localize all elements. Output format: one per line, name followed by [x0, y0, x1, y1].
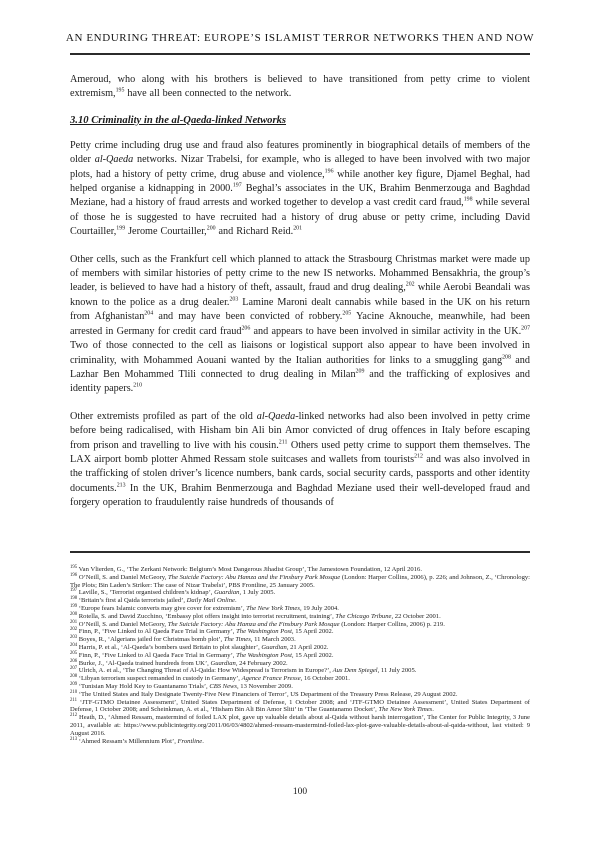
- header-rule: [70, 53, 530, 55]
- footnote-number: 204: [70, 642, 78, 648]
- footnote-item: $^{207}$ Ulrich, A. et al., ‘The Changing Threat of Al-Qaida: How Widespread is Terrorism in Europe?’, Aus Dem Spiegel, 11 July 2005.: [70, 666, 417, 675]
- footnote-number: 198: [70, 596, 78, 601]
- footnote-marker: 208: [502, 354, 511, 361]
- footnote-item: $^{195}$ Van Vlierden, G., ‘The Zerkani Network: Belgium’s Most Dangerous Jihadist Group’, The Jamestown Foundation, 12 April 2016.: [70, 564, 422, 573]
- body-content: [70, 73, 530, 524]
- footnote-number: 195: [70, 564, 78, 570]
- footnote-item: $^{206}$ Burke, J., ‘Al-Qaeda trained hundreds from UK’, Guardian, 24 February 2002.: [70, 658, 288, 667]
- footnote-marker: 203: [229, 296, 239, 303]
- footnote-number: 212: [70, 712, 78, 718]
- footnote-marker: 196: [324, 168, 334, 175]
- footnote-item: $^{209}$ ‘Tunisian May Hold Key to Guantanamo Trials’, CBS News, 13 November 2009.: [70, 681, 293, 690]
- footnote-marker: 202: [405, 282, 415, 289]
- footnote-marker: 207: [521, 325, 531, 332]
- footnote-marker: 212: [414, 453, 423, 460]
- footnote-item: $^{204}$ Harris, P. et al., ‘Al-Qaeda’s bombers used Britain to plot slaughter’, Guardian, 21 April 2002.: [70, 642, 329, 651]
- footnote-marker: 199: [116, 225, 126, 232]
- body-paragraph-2: Petty crime including drug use and fraud also features prominently in biographical details of members of the older al-Qaeda networks. Nizar Trabelsi, for example, who is alleged to have been involved with two major plots, had a history of petty crime, drug abuse and violence,$^{196}$ while another key figure, Djamel Beghal, had helped organise a kidnapping in 2000.$^{197}$ Beghal’s associates in the UK, Brahim Benmerzouga and Baghdad Meziane, had a history of fraud arrests and worked together to develop a vast credit card fraud,$^{198}$ while several of those he is suggested to have recruited had a history of drug abuse or petty crime, including David Courtailler,$^{199}$ Jerome Courtailler,$^{200}$ and Richard Reid.$^{201}$: [70, 139, 530, 238]
- footnote-marker: 211: [278, 439, 288, 446]
- footnote-number: 201: [70, 619, 78, 625]
- footnote-marker: 200: [206, 225, 216, 232]
- footnote-item: $^{213}$ ‘Ahmed Ressam’s Millennium Plot’, Frontline.: [70, 736, 204, 745]
- footnote-item: $^{197}$ Laville, S., ‘Terrorist organised children’s kidnap’, Guardian, 1 July 2005.: [70, 588, 276, 597]
- footnote-item: $^{198}$ ‘Britain’s first al Qaida terrorists jailed’, Daily Mail Online.: [70, 596, 237, 605]
- footnote-item: $^{199}$ ‘Europe fears Islamic converts may give cover for extremism’, The New York Times, 19 July 2004.: [70, 603, 339, 612]
- footnote-number: 196: [70, 572, 78, 578]
- footnote-number: 206: [70, 658, 78, 664]
- footnote-marker: 195: [115, 88, 125, 95]
- footnote-marker: 197: [232, 182, 242, 189]
- footnote-marker: 198: [463, 197, 473, 204]
- footnote-marker: 213: [116, 482, 126, 489]
- footnote-number: 199: [70, 603, 78, 609]
- section-heading: 3.10 Criminality in the al-Qaeda-linked Networks: [70, 114, 287, 126]
- body-paragraph-1: Ameroud, who along with his brothers is believed to have transitioned from petty crime to violent extremism,$^{195}$ have all been connected to the network.: [70, 74, 530, 100]
- footnote-item: $^{200}$ Rotella, S. and David Zucchino, ‘Embassy plot offers insight into terrorist recruitment, training’, The Chicago Tribune, 22 October 2001.: [70, 611, 441, 620]
- footnote-marker: 201: [293, 225, 303, 232]
- footnote-item: $^{212}$ Heath, D., ‘Ahmed Ressam, mastermind of foiled LAX plot, gave up valuable details about al-Qaida without harsh interrogation’, The Center for Public Integrity, 3 June 2011, available at: https://www.publicintegrity.org/2011/06/03/4802/ahmed-ressam-mastermind-foiled-lax-plot-gave-valuable-details-about-al-qaida-without, last visited: 9 August 2016.: [70, 712, 530, 737]
- footnote-number: 205: [70, 650, 78, 656]
- footnote-marker: 209: [355, 368, 365, 375]
- footnote-number: 210: [70, 689, 78, 695]
- footnote-number: 213: [70, 736, 78, 742]
- footnote-marker: 210: [133, 382, 143, 389]
- footnotes-list: [70, 566, 530, 745]
- footnote-number: 211: [70, 697, 77, 703]
- footnote-item: $^{202}$ Finn, P., ‘Five Linked to Al Qaeda Face Trial in Germany’, The Washington Post, 15 April 2002.: [70, 627, 334, 636]
- body-paragraph-3: Other cells, such as the Frankfurt cell which planned to attack the Strasbourg Christmas market were made up of members with similar histories of petty crime to the new IS networks. Mohammed Bensakhria, the group’s leader, is believed to have had a history of theft, assault, fraud and drug dealing,$^{202}$ while Aerobi Beandali was known to the police as a drug dealer.$^{203}$ Lamine Maroni dealt cannabis while based in the UK on his return from Afghanistan$^{204}$ and may have been convicted of robbery.$^{205}$ Yacine Aknouche, meanwhile, had been arrested in Germany for credit card fraud$^{206}$ and appears to have been involved in similar activity in the UK.$^{207}$ Two of those connected to the cell as liaisons or logistical support also appear to have been involved in criminality, with Mohammed Aouani wanted by the Italian authorities for links to a smuggling gang$^{208}$ and Lazhar Ben Mohammed Tlili connected to drug dealing in Milan$^{209}$ and the trafficking of explosives and identity papers.$^{210}$: [70, 253, 531, 395]
- footnote-number: 200: [70, 611, 78, 617]
- footnote-marker: 205: [342, 310, 352, 317]
- footnote-number: 202: [70, 627, 78, 633]
- footnote-number: 209: [70, 681, 78, 687]
- footnote-item: $^{196}$ O’Neill, S. and Daniel McGeory, The Suicide Factory: Abu Hamza and the Finsbury Park Mosque (London: Harper Collins, 2006), p. 226; and Johnson, Z., ‘Chronology: The Plots; Bin Laden’s Striker: The case of Nizar Trabelsi’, PBS Frontline, 25 January 2005.: [70, 572, 531, 589]
- footnote-number: 197: [70, 588, 78, 594]
- footnote-marker: 206: [241, 325, 251, 332]
- body-paragraph-4: Other extremists profiled as part of the old al-Qaeda-linked networks had also been involved in petty crime before being radicalised, with Hisham bin Ali bin Amor convicted of drug offences in Italy before escaping from prison and travelling to live with his cousin.$^{211}$ Others used petty crime to support them themselves. The LAX airport bomb plotter Ahmed Ressam stole suitcases and wallets from tourists$^{212}$ and was also involved in the trafficking of stolen driver’s licence numbers, bank cards, social security cards, passports and other identity documents.$^{213}$ In the UK, Brahim Benmerzouga and Baghdad Meziane used their well-developed fraud and forgery operation to fraudulently raise hundreds of thousands of: [70, 410, 531, 509]
- page-number: 100: [292, 787, 308, 797]
- footnote-item: $^{205}$ Finn, P., ‘Five Linked to Al Qaeda Face Trial in Germany’, The Washington Post, 15 April 2002.: [70, 650, 334, 659]
- footnote-item: $^{210}$ ‘The United States and Italy Designate Twenty-Five New Financiers of Terror’, US Department of the Treasury Press Release, 29 August 2002.: [70, 689, 458, 698]
- footnote-item: $^{208}$ ‘Libyan terrorism suspect remanded in custody in Germany’, Agence France Presse, 16 October 2001.: [70, 673, 350, 683]
- footnote-item: $^{201}$ O’Neill, S. and Daniel McGeory, The Suicide Factory: Abu Hamza and the Finsbury Park Mosque (London: Harper Collins, 2006) p. 219.: [70, 619, 445, 628]
- footnote-number: 207: [70, 666, 78, 672]
- footnote-item: $^{203}$ Boyes, R., ‘Algerians jailed for Christmas bomb plot’, The Times, 11 March 2003.: [70, 634, 296, 644]
- footnote-marker: 204: [144, 310, 154, 317]
- footnote-number: 203: [70, 634, 78, 640]
- running-header-title: AN ENDURING THREAT: EUROPE’S ISLAMIST TERROR NETWORKS THEN AND NOW: [65, 32, 535, 44]
- footnote-separator-rule: [70, 551, 530, 553]
- footnote-number: 208: [70, 673, 78, 679]
- footnote-item: $^{211}$ ‘JTF-GTMO Detainee Assessment’, United States Department of Defense, 1 October 2008; and ‘JTF-GTMO Detainee Assessment’, United States Department of Defense, 1 October 2008; and Scheinkman, A. et al., ‘Hisham Bin Ali Bin Amor Sliti’ in ‘The Guantanamo Docket’, The New York Times.: [70, 697, 530, 714]
